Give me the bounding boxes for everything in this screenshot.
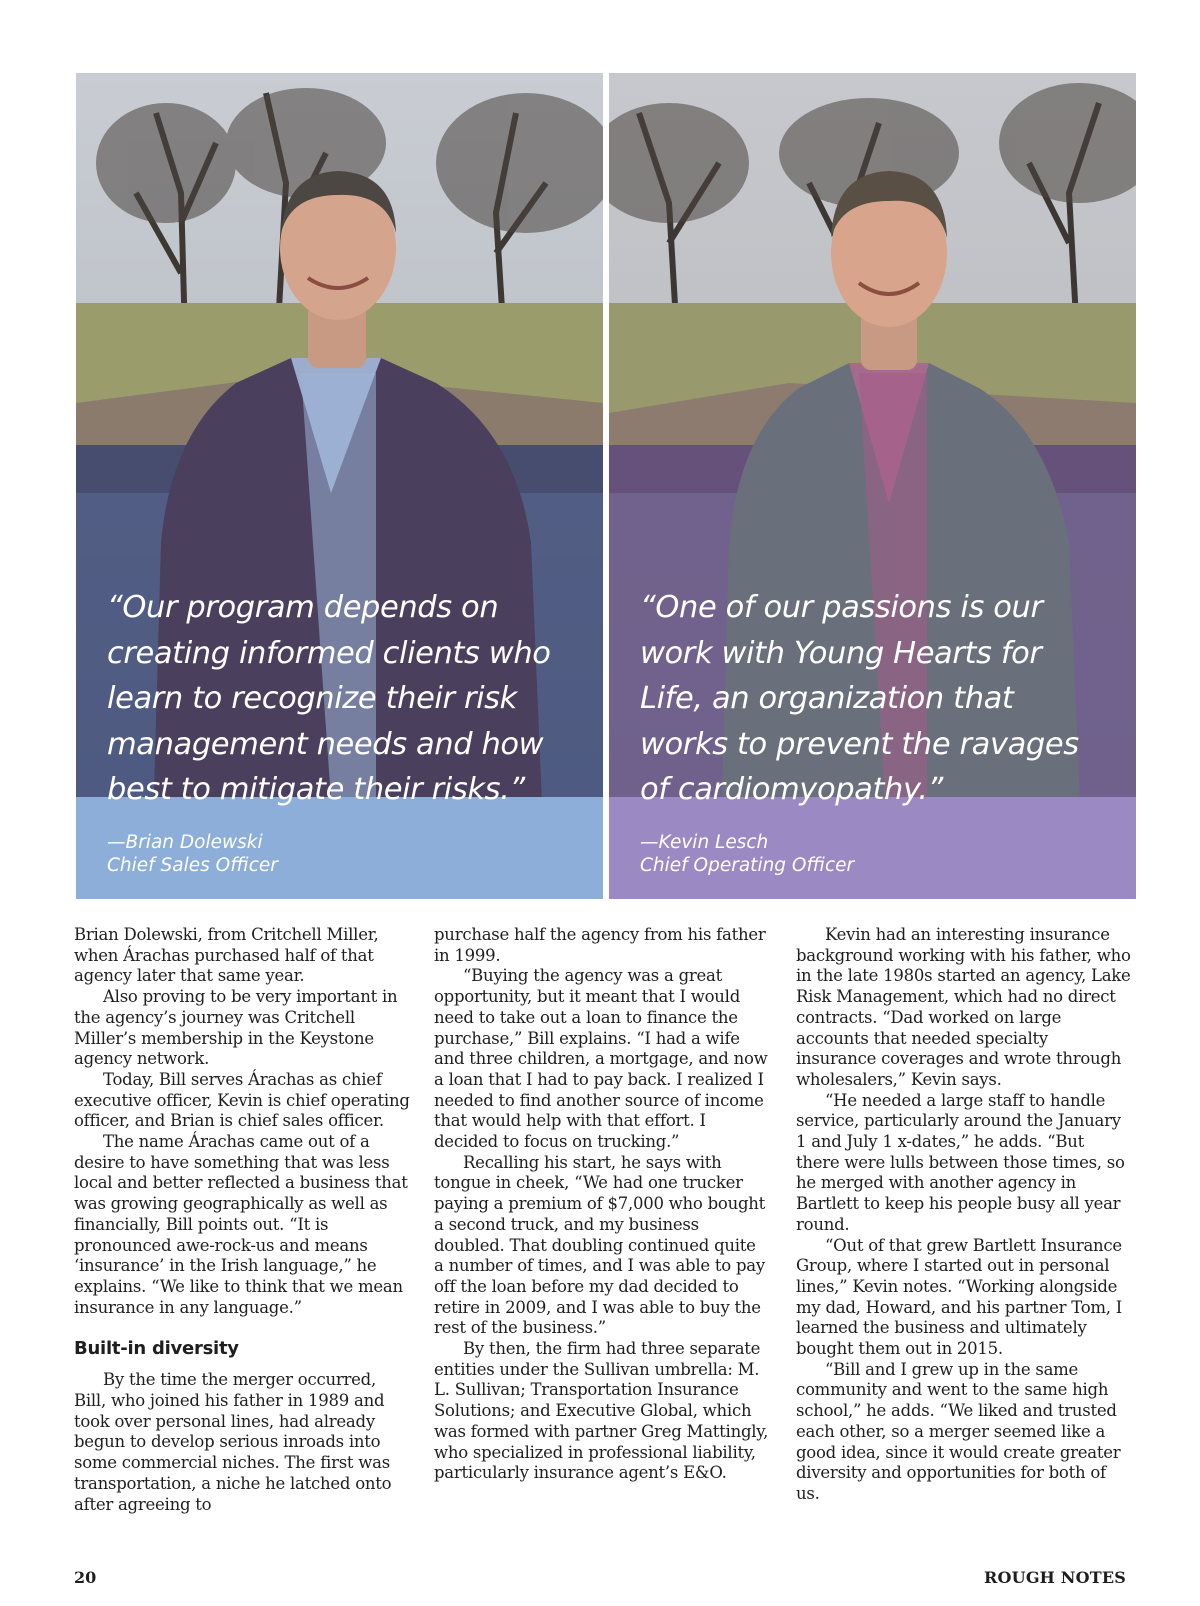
paragraph: By then, the firm had three separate entities under the Sullivan umbrella: M. L. Sullivan; Transportation Insurance Solutions; and Executive Global, which was formed with partner Greg Mattingly, who specialized in professional liability, particularly insurance agent’s E&O. — [434, 1339, 769, 1483]
photo-brian-dolewski — [76, 73, 603, 899]
pull-quote: “One of our passions is our work with Young Hearts for Life, an organization that works to prevent the ravages of cardiomyopathy.” — [640, 590, 1079, 807]
attribution-title: Chief Operating Officer — [640, 855, 855, 876]
paragraph: Recalling his start, he says with tongue in cheek, “We had one trucker paying a premium of $7,000 who bought a second truck, and my business doubled. That doubling continued quite a number of times, and I was able to pay off the loan before my dad decided to retire in 2009, and I was able to buy the rest of the business.” — [434, 1152, 766, 1338]
page-number: 20 — [74, 1568, 97, 1587]
paragraph: “He needed a large staff to handle service, particularly around the January 1 and July 1 x-dates,” he adds. “But there were lulls between those times, so he merged with another agency in Bartlett to keep his people busy all year round. — [796, 1090, 1125, 1234]
article-column-2 — [434, 925, 770, 1484]
paragraph: Also proving to be very important in the agency’s journey was Critchell Miller’s membership in the Keystone agency network. — [74, 987, 398, 1069]
paragraph: Today, Bill serves Árachas as chief executive officer, Kevin is chief operating officer, and Brian is chief sales officer. — [74, 1069, 410, 1131]
paragraph: Brian Dolewski, from Critchell Miller, when Árachas purchased half of that agency later that same year. — [74, 925, 379, 986]
pull-quote: “Our program depends on creating informed clients who learn to recognize their risk management needs and how best to mitigate their risks.” — [107, 590, 551, 807]
photo-kevin-lesch — [609, 73, 1136, 899]
quote-attribution — [640, 831, 854, 877]
magazine-name: ROUGH NOTES — [984, 1568, 1126, 1587]
paragraph: Kevin had an interesting insurance background working with his father, who in the late 1980s started an agency, Lake Risk Management, which had no direct contracts. “Dad worked on large accounts that needed specialty insurance coverages and wrote through wholesalers,” Kevin says. — [796, 925, 1131, 1089]
paragraph: By the time the merger occurred, Bill, who joined his father in 1989 and took over personal lines, had already begun to develop serious inroads into some commercial niches. The first was transportation, a niche he latched onto after agreeing to — [74, 1370, 392, 1514]
paragraph: “Bill and I grew up in the same community and went to the same high school,” he adds. “We liked and trusted each other, so a merger seemed like a good idea, since it would create greater diversity and opportunities for both of us. — [796, 1359, 1121, 1503]
paragraph: “Buying the agency was a great opportunity, but it meant that I would need to take out a loan to finance the purchase,” Bill explains. “I had a wife and three children, a mortgage, and now a loan that I had to pay back. I realized I needed to find another source of income that would help with that effort. I decided to focus on trucking.” — [434, 966, 768, 1152]
paragraph: “Out of that grew Bartlett Insurance Group, where I started out in personal lines,” Kevin notes. “Working alongside my dad, Howard, and his partner Tom, I learned the business and ultimately bought them out in 2015. — [796, 1235, 1123, 1359]
attribution-name: —Kevin Lesch — [640, 832, 769, 853]
section-heading: Built-in diversity — [74, 1338, 239, 1360]
paragraph: purchase half the agency from his father in 1999. — [434, 925, 766, 965]
article-column-3 — [796, 925, 1132, 1505]
attribution-name: —Brian Dolewski — [107, 832, 263, 853]
quote-attribution — [107, 831, 278, 877]
attribution-title: Chief Sales Officer — [107, 855, 278, 876]
article-column-1 — [74, 925, 410, 1515]
paragraph: The name Árachas came out of a desire to have something that was less local and better reflected a business that was growing geographically as well as financially, Bill points out. “It is pronounced awe-rock-us and means ‘insurance’ in the Irish language,” he explains. “We like to think that we mean insurance in any language.” — [74, 1132, 408, 1317]
